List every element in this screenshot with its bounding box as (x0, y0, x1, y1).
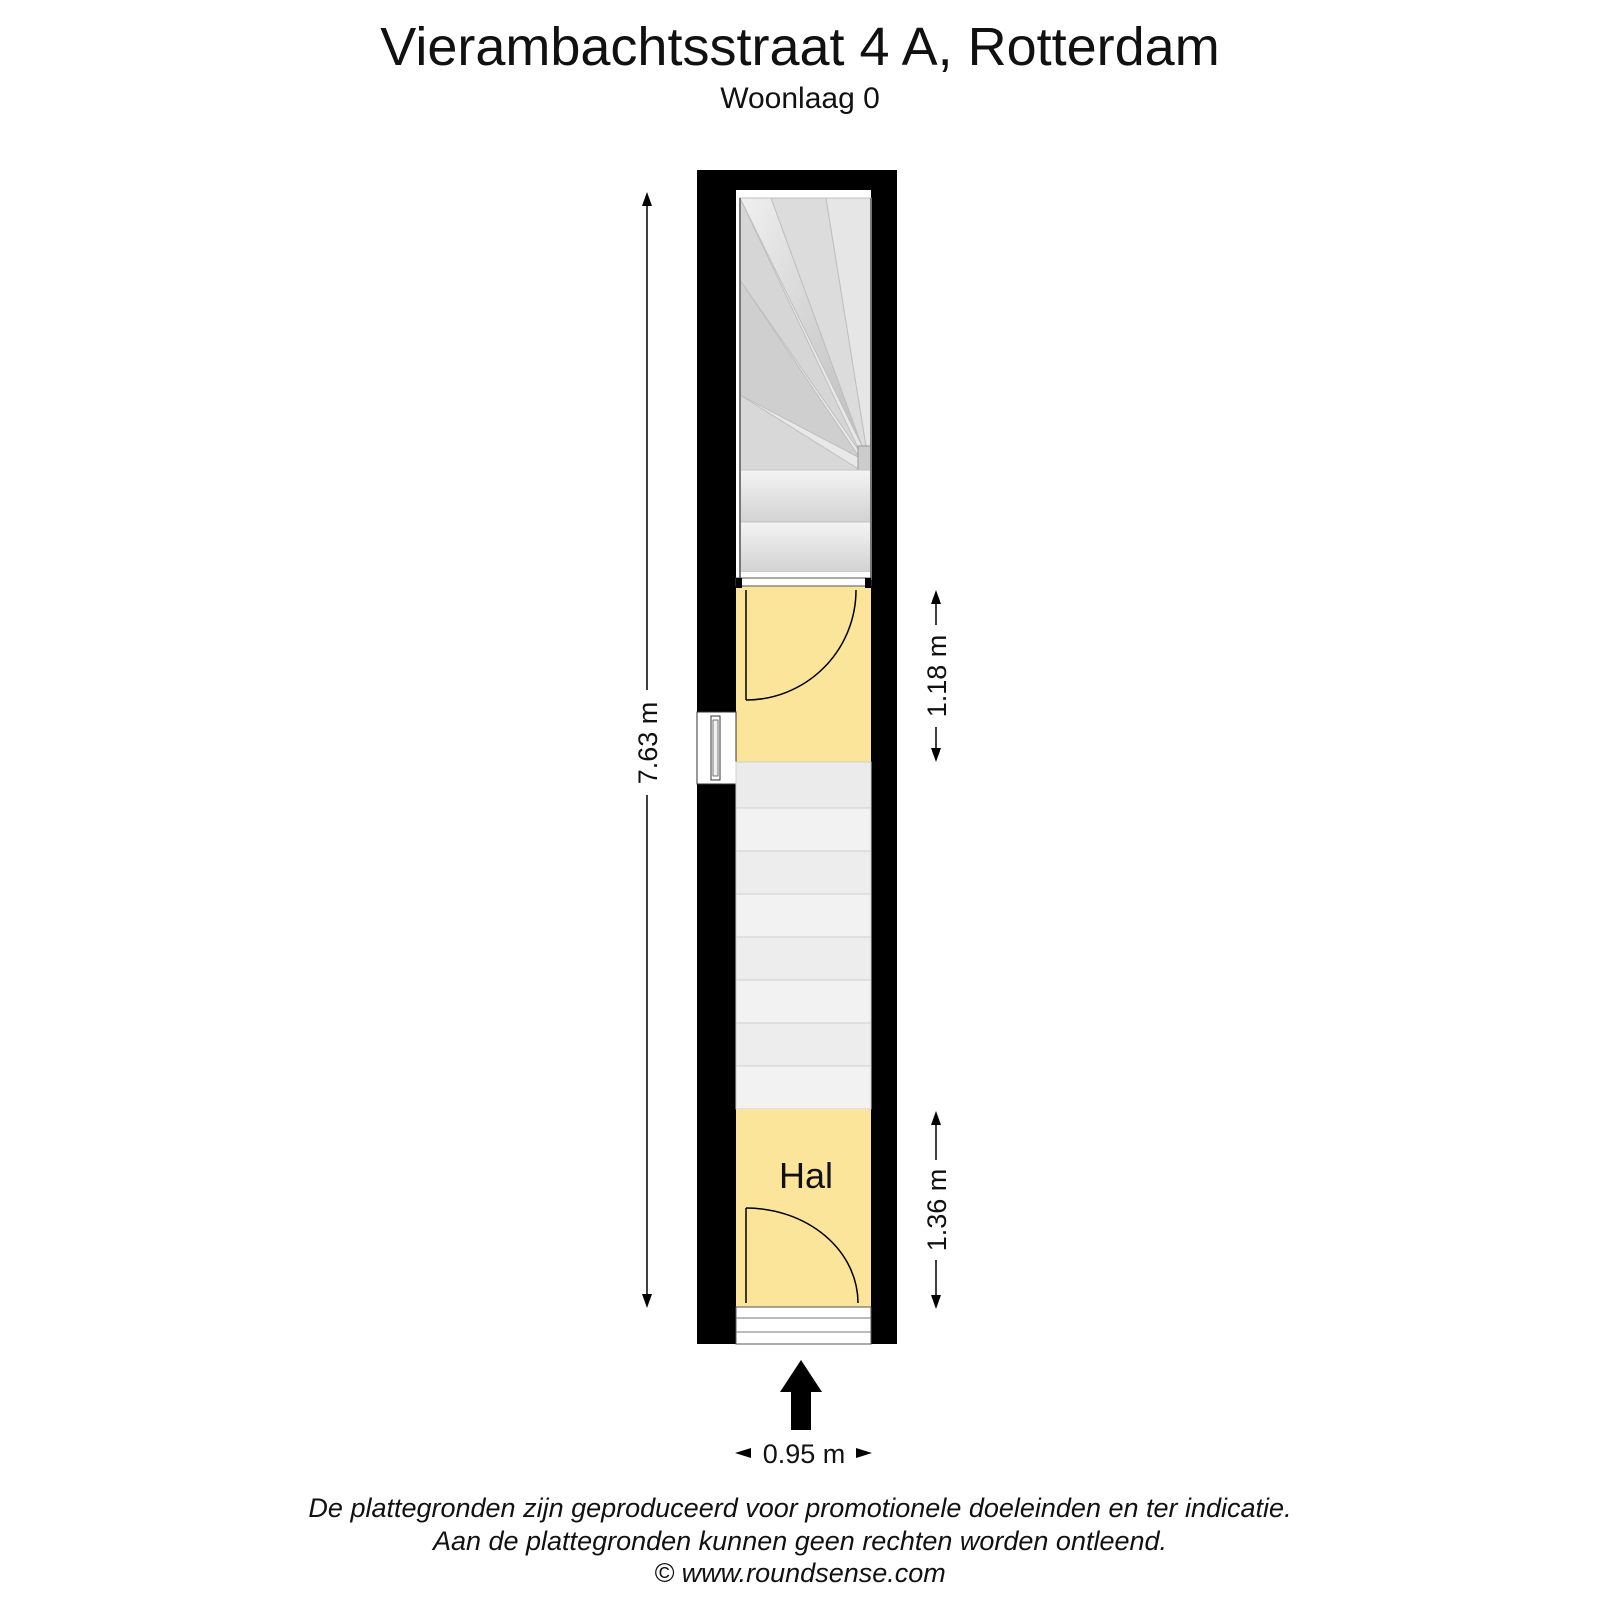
dimension-label-width: 0.95 m (762, 1439, 846, 1469)
dimension-upper-landing (922, 590, 952, 762)
winding-staircase (736, 190, 871, 580)
side-window (697, 712, 736, 784)
dimension-hall (922, 1111, 952, 1309)
room-label-hal: Hal (778, 1155, 834, 1196)
dimension-width (735, 1439, 872, 1469)
dimension-label-total: 7.63 m (633, 701, 663, 785)
hall-room (736, 1109, 871, 1344)
dimension-total-length (633, 192, 663, 1308)
entrance-arrow-icon (780, 1360, 822, 1430)
dimension-label-hall: 1.36 m (922, 1168, 952, 1252)
front-door-threshold (736, 1307, 871, 1344)
page-title: Vierambachtsstraat 4 A, Rotterdam (380, 17, 1220, 77)
copyright-line: © www.roundsense.com (654, 1558, 946, 1588)
right-wall (871, 170, 897, 1344)
upper-landing (736, 578, 871, 762)
disclaimer-line-1: De plattegronden zijn geproduceerd voor promotionele doeleinden en ter indicatie. (308, 1493, 1292, 1523)
dimension-label-landing: 1.18 m (922, 634, 952, 718)
straight-staircase (736, 762, 871, 1109)
bottom-wall-right (871, 1307, 897, 1344)
floor-level-label: Woonlaag 0 (720, 82, 880, 115)
disclaimer-line-2: Aan de plattegronden kunnen geen rechten worden ontleend. (432, 1526, 1168, 1556)
left-wall-upper (697, 170, 736, 712)
top-wall (697, 170, 897, 190)
left-wall-lower (697, 784, 736, 1344)
bottom-wall-left (697, 1307, 736, 1344)
